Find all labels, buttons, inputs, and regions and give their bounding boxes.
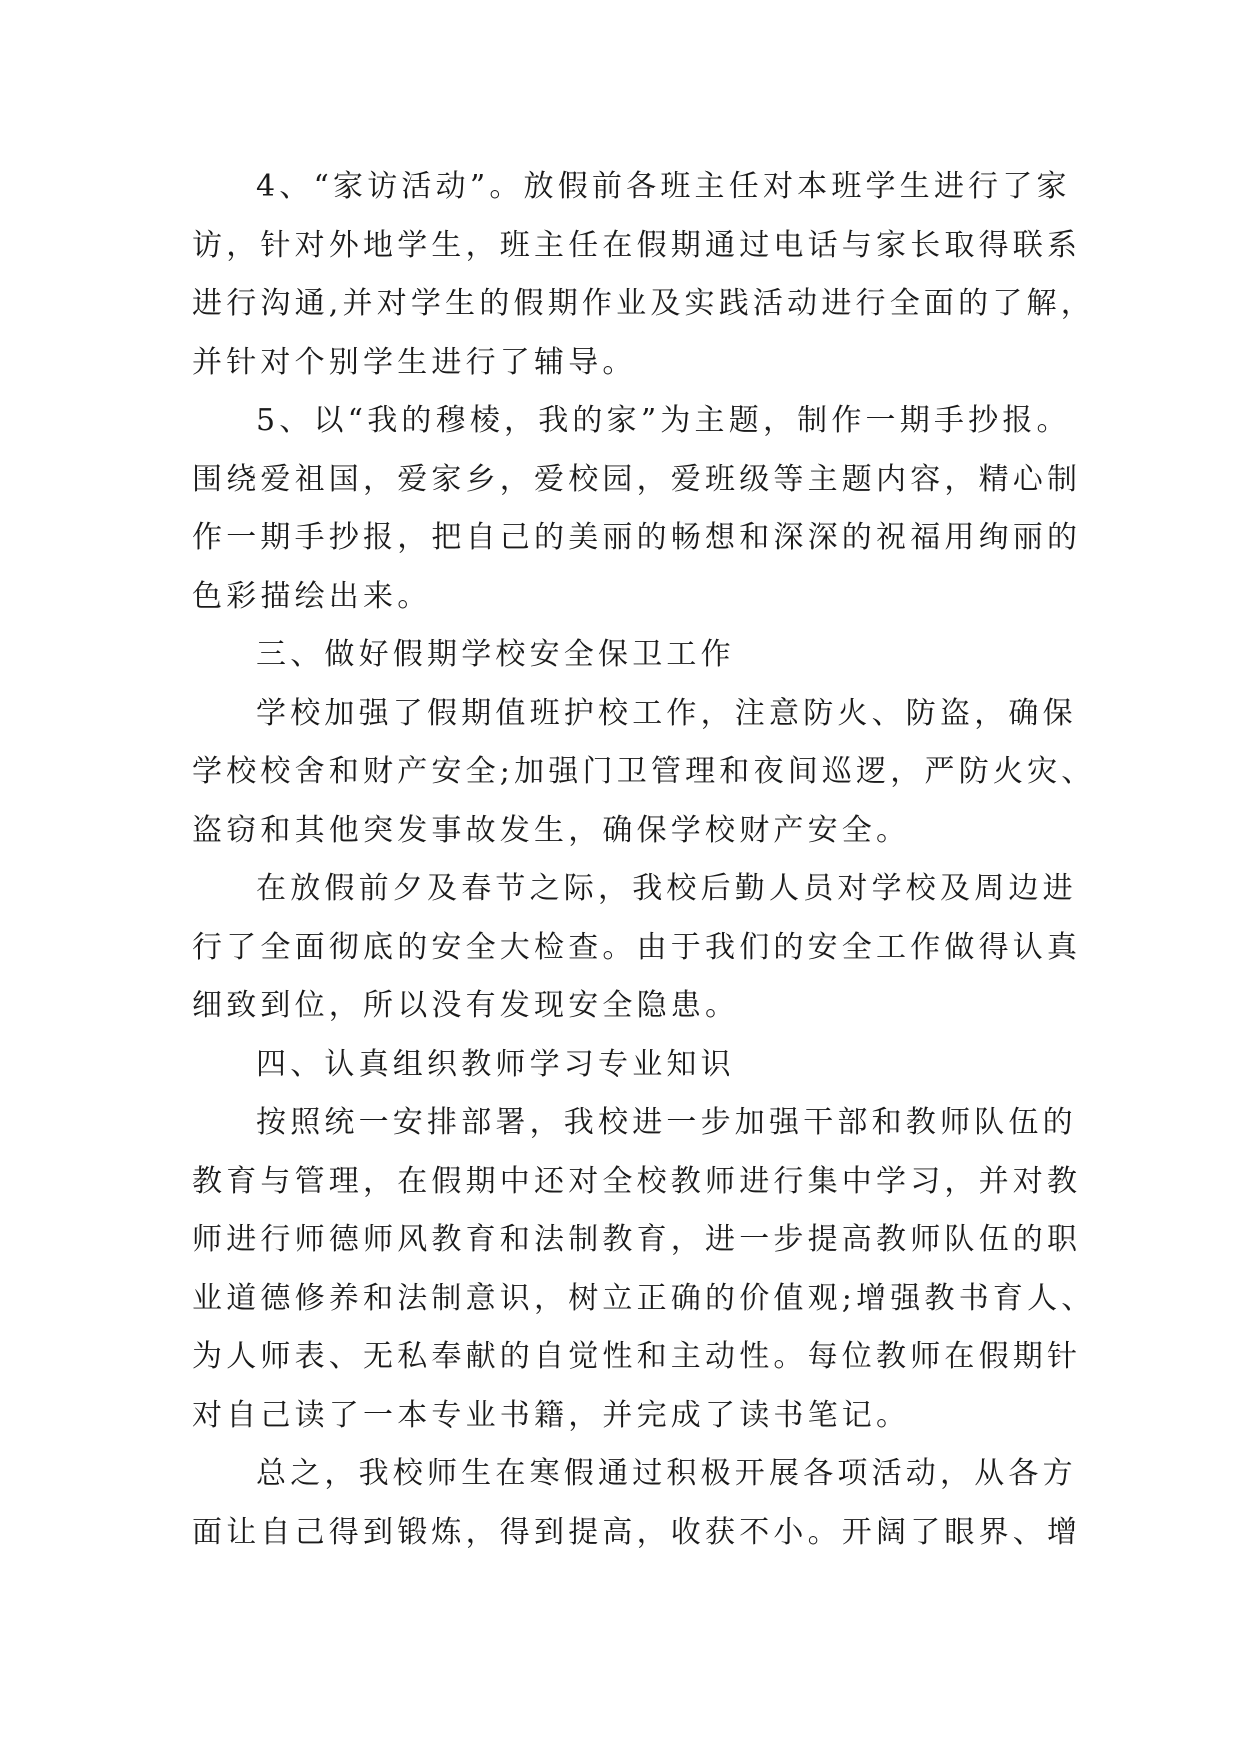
text-line: 师进行师德师风教育和法制教育，进一步提高教师队伍的职: [192, 1222, 1082, 1257]
text-line: 访，针对外地学生，班主任在假期通过电话与家长取得联系: [192, 227, 1082, 263]
text-line: 作一期手抄报，把自己的美丽的畅想和深深的祝福用绚丽的: [192, 520, 1082, 555]
text-line: 按照统一安排部署，我校进一步加强干部和教师队伍的: [256, 1105, 1077, 1140]
text-line: 细致到位，所以没有发现安全隐患。: [192, 988, 740, 1023]
document-body: [192, 158, 1096, 1562]
text-line: 4、“家访活动”。放假前各班主任对本班学生进行了家: [256, 169, 1071, 204]
text-line: 行了全面彻底的安全大检查。由于我们的安全工作做得认真: [192, 929, 1082, 965]
text-line: 并针对个别学生进行了辅导。: [192, 344, 637, 380]
text-line: 围绕爱祖国，爱家乡，爱校园，爱班级等主题内容，精心制: [192, 461, 1082, 497]
text-line: 5、以“我的穆棱，我的家”为主题，制作一期手抄报。: [256, 403, 1071, 438]
text-line: 四、认真组织教师学习专业知识: [256, 1046, 735, 1082]
text-line: 盗窃和其他突发事故发生，确保学校财产安全。: [192, 812, 911, 848]
text-line: 总之，我校师生在寒假通过积极开展各项活动，从各方: [256, 1456, 1077, 1491]
text-line: 学校校舍和财产安全;加强门卫管理和夜间巡逻，严防火灾、: [192, 754, 1096, 789]
text-line: 面让自己得到锻炼，得到提高，收获不小。开阔了眼界、增: [192, 1514, 1082, 1550]
text-line: 业道德修养和法制意识，树立正确的价值观;增强教书育人、: [192, 1280, 1096, 1316]
text-line: 色彩描绘出来。: [192, 578, 432, 614]
text-line: 对自己读了一本专业书籍，并完成了读书笔记。: [192, 1397, 911, 1433]
text-line: 学校加强了假期值班护校工作，注意防火、防盗，确保: [256, 695, 1077, 731]
text-line: 三、做好假期学校安全保卫工作: [256, 637, 735, 672]
text-line: 为人师表、无私奉献的自觉性和主动性。每位教师在假期针: [192, 1339, 1082, 1374]
text-line: 在放假前夕及春节之际，我校后勤人员对学校及周边进: [256, 871, 1077, 906]
text-line: 进行沟通,并对学生的假期作业及实践活动进行全面的了解，: [192, 286, 1095, 321]
text-line: 教育与管理，在假期中还对全校教师进行集中学习，并对教: [192, 1163, 1082, 1199]
